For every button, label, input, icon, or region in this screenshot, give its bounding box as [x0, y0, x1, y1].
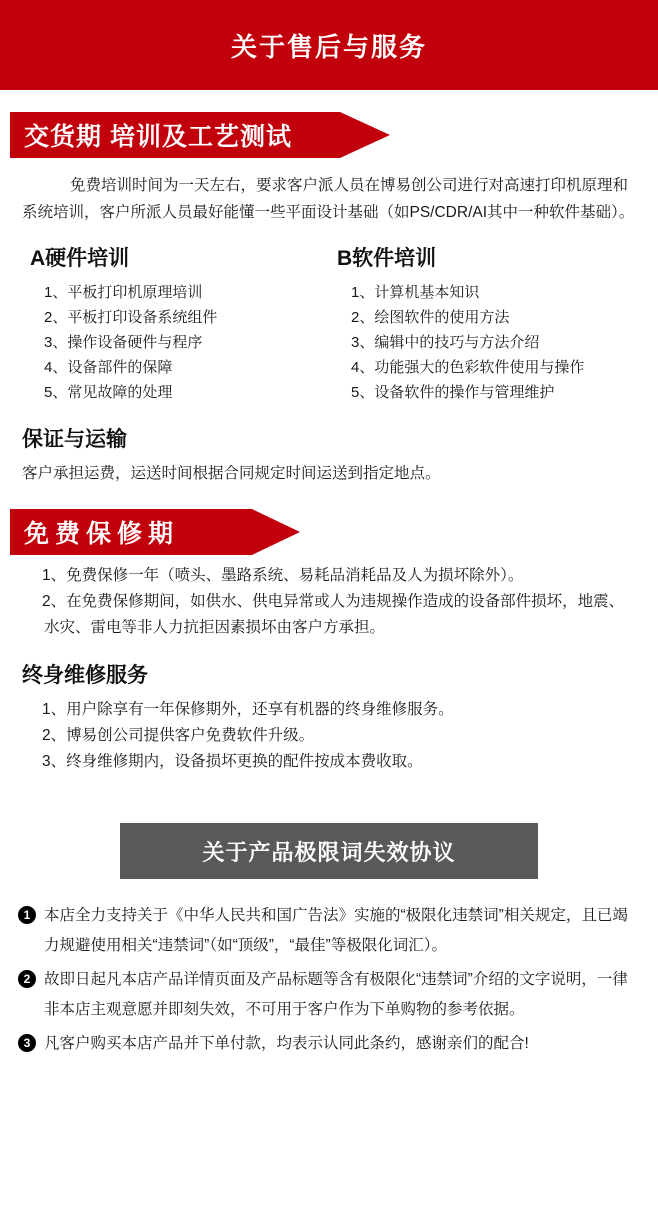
lifetime-service-list — [22, 697, 636, 775]
agreement-banner — [120, 823, 538, 879]
list-item: 2、博易创公司提供客户免费软件升级。 — [42, 727, 315, 744]
list-item: 1、用户除享有一年保修期外，还享有机器的终身维修服务。 — [42, 701, 454, 718]
section-heading-delivery — [10, 112, 390, 158]
circled-number-3-icon: 3 — [18, 1034, 36, 1052]
training-columns — [22, 242, 636, 405]
transport-heading: 保证与运输 — [22, 428, 127, 451]
transport-paragraph: 客户承担运费，运送时间根据合同规定时间运送到指定地点。 — [22, 465, 441, 482]
list-item-text: 凡客户购买本店产品并下单付款，均表示认同此条约，感谢亲们的配合! — [44, 1035, 529, 1052]
page-header-banner — [0, 0, 658, 90]
list-item: 1、计算机基本知识 — [351, 284, 480, 301]
list-item — [18, 965, 628, 1025]
list-item: 2、绘图软件的使用方法 — [351, 309, 510, 326]
list-item — [18, 1029, 628, 1059]
training-column-software — [329, 242, 636, 405]
section-heading-warranty-label: 免费保修期 — [24, 520, 180, 548]
circled-number-1-icon: 1 — [18, 906, 36, 924]
list-item: 1、免费保修一年（喷头、墨路系统、易耗品消耗品及人为损坏除外）。 — [42, 567, 524, 584]
delivery-intro-paragraph: 免费培训时间为一天左右，要求客户派人员在博易创公司进行对高速打印机原理和系统培训，客户所派人员最好能懂一些平面设计基础（如PS/CDR/AI其中一种软件基础）。 — [22, 177, 635, 221]
list-item: 2、在免费保修期间，如供水、供电异常或人为违规操作造成的设备部件损坏，地震、水灾、雷电等非人力抗拒因素损坏由客户方承担。 — [42, 593, 625, 636]
list-item: 5、常见故障的处理 — [44, 384, 173, 401]
section-heading-delivery-label: 交货期 培训及工艺测试 — [24, 123, 292, 151]
section-heading-warranty — [10, 509, 300, 555]
training-hardware-title: A硬件培训 — [30, 247, 130, 270]
list-item: 1、平板打印机原理培训 — [44, 284, 203, 301]
lifetime-service-heading: 终身维修服务 — [22, 664, 148, 687]
training-column-hardware — [22, 242, 329, 405]
list-item: 3、终身维修期内，设备损坏更换的配件按成本费收取。 — [42, 753, 423, 770]
list-item: 4、设备部件的保障 — [44, 359, 173, 376]
list-item: 3、编辑中的技巧与方法介绍 — [351, 334, 540, 351]
list-item: 3、操作设备硬件与程序 — [44, 334, 203, 351]
page-title: 关于售后与服务 — [230, 31, 427, 62]
agreement-list — [0, 901, 658, 1059]
training-software-list — [329, 280, 636, 405]
agreement-banner-title: 关于产品极限词失效协议 — [202, 839, 456, 865]
list-item-text: 本店全力支持关于《中华人民共和国广告法》实施的“极限化违禁词”相关规定，且已竭力规避使用相关“违禁词”（如“顶级”，“最佳”等极限化词汇）。 — [44, 907, 628, 954]
circled-number-2-icon: 2 — [18, 970, 36, 988]
warranty-list — [22, 563, 636, 641]
training-software-title: B软件培训 — [337, 247, 437, 270]
list-item-text: 故即日起凡本店产品详情页面及产品标题等含有极限化“违禁词”介绍的文字说明，一律非本店主观意愿并即刻失效，不可用于客户作为下单购物的参考依据。 — [44, 971, 628, 1018]
list-item: 5、设备软件的操作与管理维护 — [351, 384, 555, 401]
list-item: 4、功能强大的色彩软件使用与操作 — [351, 359, 585, 376]
training-hardware-list — [22, 280, 329, 405]
list-item — [18, 901, 628, 961]
list-item: 2、平板打印设备系统组件 — [44, 309, 218, 326]
